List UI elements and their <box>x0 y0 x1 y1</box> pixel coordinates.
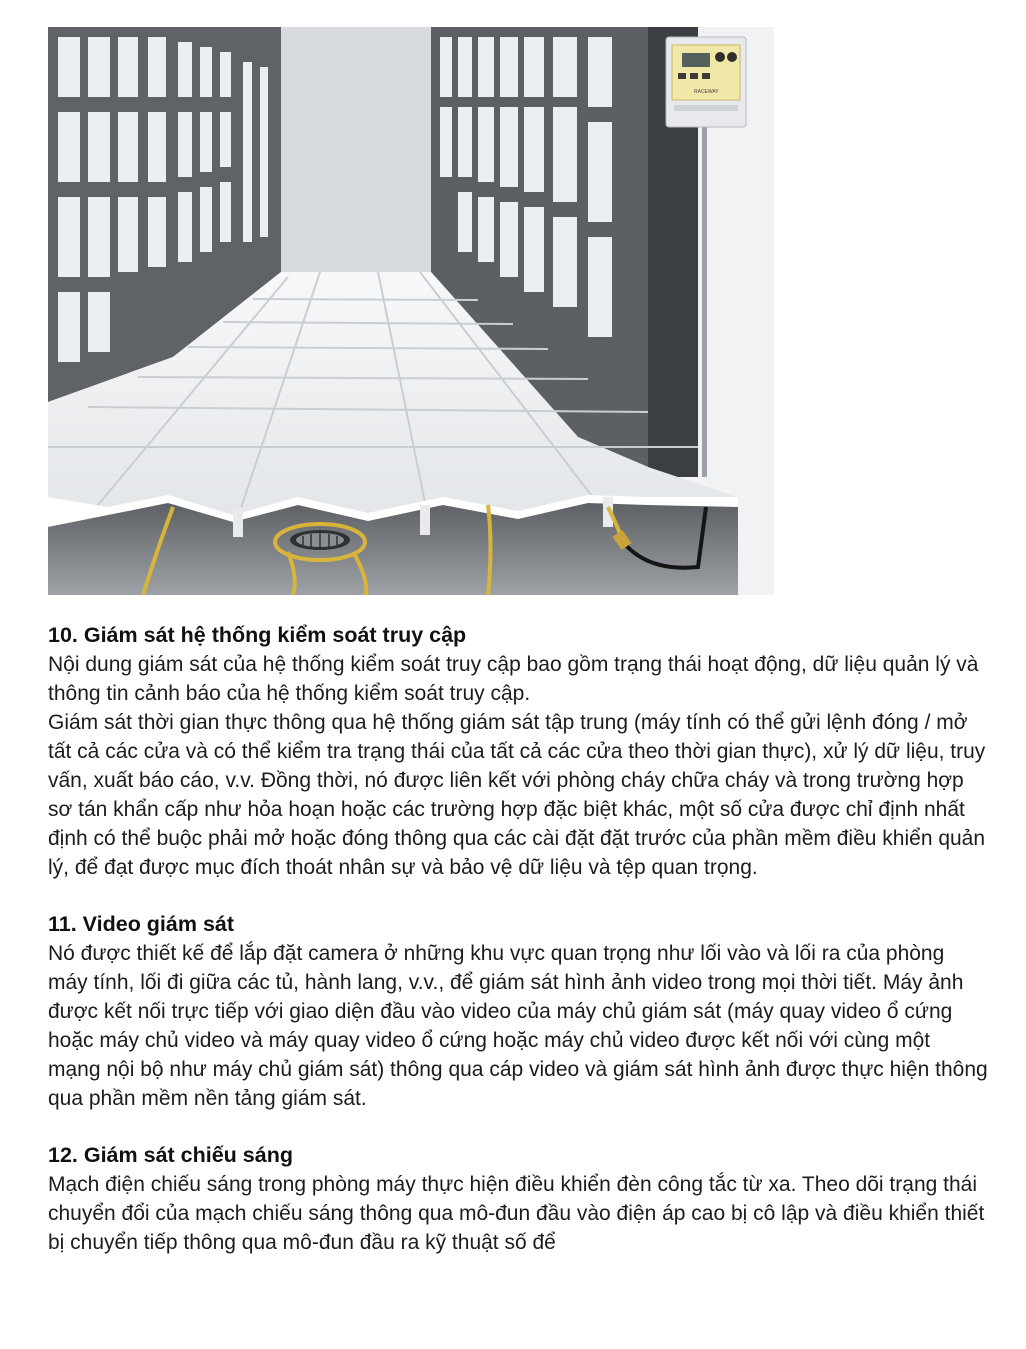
section-access-control <box>48 621 988 882</box>
section-video-surveillance <box>48 910 988 1113</box>
section-heading: 10. Giám sát hệ thống kiểm soát truy cập <box>48 623 467 647</box>
section-paragraph: Giám sát thời gian thực thông qua hệ thống giám sát tập trung (máy tính có thể gửi lệnh đóng / mở tất cả các cửa và có thể kiểm tra trạng thái của tất cả các cửa theo thời gian thực), xử lý dữ liệu, truy vấn, xuất báo cáo, v.v. Đồng thời, nó được liên kết với phòng cháy chữa cháy và trong trường hợp sơ tán khẩn cấp như hỏa hoạn hoặc các trường hợp đặc biệt khác, một số cửa được chỉ định nhất định có thể buộc phải mở hoặc đóng thông qua các cài đặt đặt trước của phần mềm điều khiển quản lý, để đạt được mục đích thoát nhân sự và bảo vệ dữ liệu và tệp quan trọng. <box>48 711 986 879</box>
leak-detection-illustration <box>48 27 774 595</box>
section-paragraph: Mạch điện chiếu sáng trong phòng máy thực hiện điều khiển đèn công tắc từ xa. Theo dõi trạng thái chuyển đổi của mạch chiếu sáng thông qua mô-đun đầu vào điện áp cao bị cô lập và điều khiển thiết bị chuyển tiếp thông qua mô-đun đầu ra kỹ thuật số để <box>48 1173 985 1254</box>
section-heading: 12. Giám sát chiếu sáng <box>48 1143 293 1167</box>
section-paragraph: Nó được thiết kế để lắp đặt camera ở những khu vực quan trọng như lối vào và lối ra của phòng máy tính, lối đi giữa các tủ, hành lang, v.v., để giám sát hình ảnh video trong mọi thời tiết. Máy ảnh được kết nối trực tiếp với giao diện đầu vào video của máy chủ giám sát (máy quay video ổ cứng hoặc máy chủ video và máy quay video ổ cứng hoặc máy chủ video được kết nối với cùng một mạng nội bộ như máy chủ giám sát) thông qua cáp video và giám sát hình ảnh được thực hiện thông qua phần mềm nền tảng giám sát. <box>48 942 988 1110</box>
device-label: RACEWAY <box>694 89 719 95</box>
article-body <box>48 621 988 1285</box>
section-heading: 11. Video giám sát <box>48 912 235 936</box>
section-lighting-monitoring <box>48 1141 988 1257</box>
section-paragraph: Nội dung giám sát của hệ thống kiểm soát truy cập bao gồm trạng thái hoạt động, dữ liệu quản lý và thông tin cảnh báo của hệ thống kiểm soát truy cập. <box>48 653 979 705</box>
